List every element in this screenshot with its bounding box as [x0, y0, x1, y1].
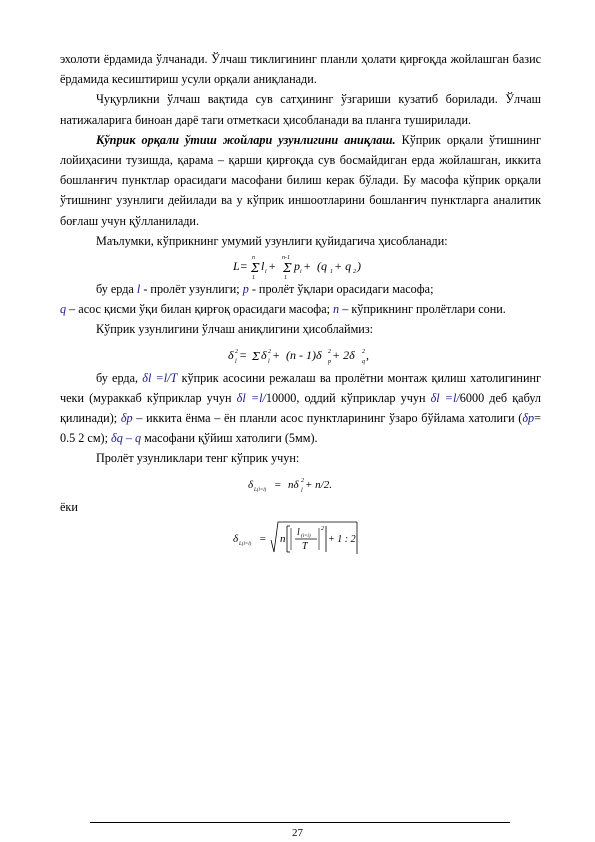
var-q: q: [60, 302, 67, 317]
f2-lsup: 2: [234, 348, 238, 355]
paragraph-4: [60, 279, 541, 299]
formula-equal-spans: [60, 469, 541, 497]
f4-eq: =: [258, 533, 266, 546]
f1-top1: n: [251, 255, 255, 262]
f2-sum: Σ: [251, 349, 260, 363]
var-dl-2: δl =l/: [430, 390, 460, 405]
f1-s1: 1: [329, 269, 333, 276]
var-n: n: [333, 302, 340, 317]
f3-rhs: nδ: [287, 478, 299, 491]
var-dp: δp: [120, 411, 133, 426]
f4-den: T: [301, 541, 308, 553]
p4-c: - пролёт ўқлари орасидаги масофа;: [248, 282, 434, 297]
var-p: p: [242, 282, 249, 297]
var-dp-2: δp: [522, 411, 535, 426]
var-dl-1: δl =l/: [236, 390, 266, 405]
p5-b: – кўприкнинг пролётлари сони.: [339, 302, 506, 317]
paragraph-6: Кўприк узунлигини ўлчаш аниқлигини ҳисоблаймиз:: [96, 322, 374, 337]
f1-sum2: Σ: [282, 261, 291, 276]
f4-num: l: [296, 527, 300, 539]
f1-t2: p: [293, 259, 300, 274]
f2-t2sub: p: [327, 358, 331, 365]
f1-top2: n-1: [281, 255, 290, 262]
f2-lsub: l: [234, 358, 237, 365]
section-title: Кўприк орқали ўтиш жойлари узунлигини аниқлаш.: [96, 132, 396, 147]
f3-tail: + n/2.: [304, 478, 332, 491]
f4-lsub: L(l=l): [238, 542, 251, 548]
f3-rsup: 2: [300, 477, 304, 484]
f2-t2: (n - 1)δ: [285, 347, 322, 362]
f3-eq: =: [273, 478, 281, 491]
p7-e: – иккита ёнма – ён планли асос пунктларининг ўзаро бўйлама хатолиги (: [132, 411, 523, 426]
f1-sum1: Σ: [250, 261, 259, 276]
f2-plus1: +: [271, 347, 280, 362]
paragraph-2: [60, 130, 541, 231]
formula-bridge-length: [60, 251, 541, 279]
f4-tail: + 1 : 2: [327, 534, 356, 546]
f3-lsub: L(l=l): [253, 487, 266, 493]
paragraph-0: эхолоти ёрдамида ўлчанади. Ўлчаш тиклигининг планли ҳолати қирғоқда жойлашган базис ёрдамида кесиштириш усули орқали аниқланади.: [60, 52, 541, 87]
formula-1-svg: [231, 252, 371, 280]
p5-a: – асос қисми ўқи билан қирғоқ орасидаги масофа;: [66, 302, 334, 317]
f2-t3sup: 2: [361, 348, 365, 355]
p7-a: бу ерда,: [96, 370, 143, 385]
f2-end: ,: [365, 347, 369, 362]
f1-t1: l: [260, 259, 264, 274]
f2-t1sup: 2: [267, 348, 271, 355]
f1-bot2: 1: [283, 275, 287, 281]
p4-b: - пролёт узунлиги;: [140, 282, 243, 297]
var-dq: δq – q: [111, 431, 142, 446]
p7-b: кўприк асосини режалаш ва пролётни монтаж қилиш хатолигининг чеки (мураккаб кўприклар учун: [60, 370, 541, 405]
f2-t1: δ: [260, 347, 267, 362]
formula-3-svg: [246, 470, 356, 498]
f2-eq: =: [238, 347, 247, 362]
f1-plus3: + q: [333, 259, 351, 274]
page-number: 27: [292, 827, 303, 839]
p7-d: 6000 деб қабул қилинади);: [60, 390, 541, 426]
f4-numsub: (i=i): [300, 534, 310, 540]
p7-f: = 0.5 2 см);: [60, 411, 541, 446]
f2-t1sub: l: [267, 358, 270, 365]
f1-t1sub: i: [264, 269, 267, 276]
paragraph-5: [60, 299, 541, 319]
paragraph-1: Чуқурликни ўлчаш вақтида сув сатҳининг ўзгариши кузатиб борилади. Ўлчаш натижаларига биноан дарё таги отметкаси ҳисобланади ва планга туширилади.: [60, 92, 541, 127]
paragraph-9: ёки: [60, 499, 78, 514]
p4-a: бу ерда: [96, 282, 137, 297]
document-page: [60, 49, 541, 557]
footer-rule: [90, 822, 510, 823]
f2-t2sup: 2: [327, 348, 331, 355]
f3-rsub: l: [300, 487, 303, 494]
paragraph-8: Пролёт узунликлари тенг кўприк учун:: [96, 451, 300, 466]
paragraph-2-body: Кўприк орқали ўтишнинг лойиҳасини тузишда, қарама – қарши қирғоқда сув босмайдиган ерда жойлашган, иккита бошланғич пунктлар орасидаги масофани билиш керак бўлади. Бу масофа кўприк орқали ўтишнинг узунлиги дейилади ва у кўприк иншоотларини бошланғич пунктларга аналитик боғлаш учун қўлланилади.: [60, 132, 541, 228]
var-l: l: [136, 282, 141, 297]
f2-plus2: + 2δ: [331, 347, 355, 362]
f1-bot1: 1: [251, 275, 255, 281]
formula-alternative: [60, 517, 541, 557]
formula-4-svg: [231, 518, 371, 558]
f1-lhs: L=: [232, 259, 248, 274]
paragraph-3: Маълумки, кўприкнинг умумий узунлиги қуйидагича ҳисобланади:: [96, 233, 448, 248]
f4-pow: 2: [320, 526, 324, 533]
f4-lhs: δ: [232, 533, 238, 546]
formula-2-svg: [226, 341, 376, 369]
f1-paren: (q: [316, 259, 327, 274]
f1-s2: 2: [352, 269, 356, 276]
f4-n: n: [279, 533, 285, 546]
paragraph-7: [60, 368, 541, 449]
f1-t2sub: i: [299, 269, 302, 276]
f1-close: ): [356, 259, 361, 274]
f2-lhs: δ: [227, 347, 234, 362]
f2-t3sub: q: [361, 358, 365, 365]
p7-g: масофани қўйиш хатолиги (5мм).: [141, 431, 318, 446]
formula-accuracy: [60, 340, 541, 368]
p7-c: 10000, оддий кўприклар учун: [265, 390, 431, 405]
f1-plus1: +: [267, 259, 276, 274]
f1-plus2: +: [302, 259, 311, 274]
var-dl-lt: δl =l/T: [142, 370, 178, 385]
f3-lhs: δ: [247, 478, 253, 491]
